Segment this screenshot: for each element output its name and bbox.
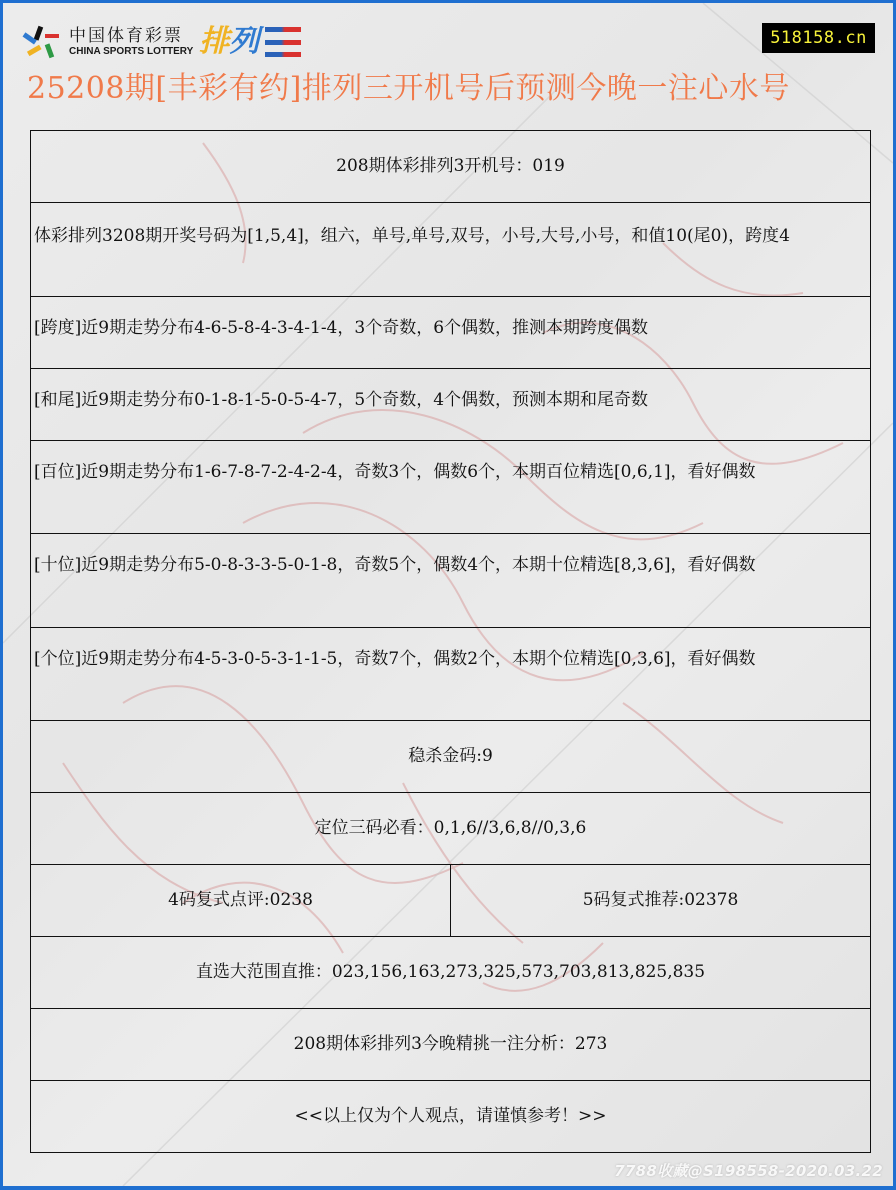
table-row [31, 203, 871, 297]
lottery-logo [21, 22, 301, 62]
four-code-cell: 4码复式点评:0238 [31, 865, 451, 937]
table-row [31, 1009, 871, 1081]
pl3-char-1: 排 [199, 24, 230, 59]
table-row [31, 1081, 871, 1153]
table-row [31, 534, 871, 628]
table-row [31, 721, 871, 793]
table-row [31, 297, 871, 369]
prediction-table [30, 130, 871, 1153]
tens-trend-cell: [十位]近9期走势分布5-0-8-3-3-5-0-1-8，奇数5个，偶数4个，本期十位精选[8,3,6]，看好偶数 [31, 534, 871, 628]
table-row [31, 793, 871, 865]
table-row [31, 441, 871, 534]
lottery-star-icon [21, 22, 65, 62]
table-row [31, 628, 871, 721]
table-row [31, 131, 871, 203]
direct-picks-cell: 直选大范围直推：023,156,163,273,325,573,703,813,825,835 [31, 937, 871, 1009]
table-row [31, 937, 871, 1009]
three-bars-icon [265, 27, 301, 57]
logo-text [69, 26, 193, 58]
site-badge: 518158.cn [762, 23, 875, 53]
draw-result-cell: 体彩排列3208期开奖号码为[1,5,4]，组六，单号,单号,双号，小号,大号,小号，和值10(尾0)，跨度4 [31, 203, 871, 297]
disclaimer-cell: <<以上仅为个人观点，请谨慎参考！>> [31, 1081, 871, 1153]
single-pick-cell: 208期体彩排列3今晚精挑一注分析：273 [31, 1009, 871, 1081]
pailie-three-logo [199, 24, 301, 60]
units-trend-cell: [个位]近9期走势分布4-5-3-0-5-3-1-1-5，奇数7个，偶数2个，本期个位精选[0,3,6]，看好偶数 [31, 628, 871, 721]
table-row [31, 369, 871, 441]
table-row [31, 865, 871, 937]
kill-code-cell: 稳杀金码:9 [31, 721, 871, 793]
span-trend-cell: [跨度]近9期走势分布4-6-5-8-4-3-4-1-4，3个奇数，6个偶数，推测本期跨度偶数 [31, 297, 871, 369]
open-number-cell: 208期体彩排列3开机号：019 [31, 131, 871, 203]
position-three-cell: 定位三码必看：0,1,6//3,6,8//0,3,6 [31, 793, 871, 865]
sum-tail-trend-cell: [和尾]近9期走势分布0-1-8-1-5-0-5-4-7，5个奇数，4个偶数，预测本期和尾奇数 [31, 369, 871, 441]
logo-cn: 中国体育彩票 [69, 26, 183, 46]
five-code-cell: 5码复式推荐:02378 [451, 865, 871, 937]
watermark: 7788收藏@S198558-2020.03.22 [614, 1162, 883, 1180]
pl3-char-2: 列 [229, 24, 260, 59]
poster-frame [3, 3, 893, 1186]
hundreds-trend-cell: [百位]近9期走势分布1-6-7-8-7-2-4-2-4，奇数3个，偶数6个，本期百位精选[0,6,1]，看好偶数 [31, 441, 871, 534]
page-title: 25208期[丰彩有约]排列三开机号后预测今晚一注心水号 [27, 71, 790, 106]
logo-en: CHINA SPORTS LOTTERY [69, 46, 194, 57]
